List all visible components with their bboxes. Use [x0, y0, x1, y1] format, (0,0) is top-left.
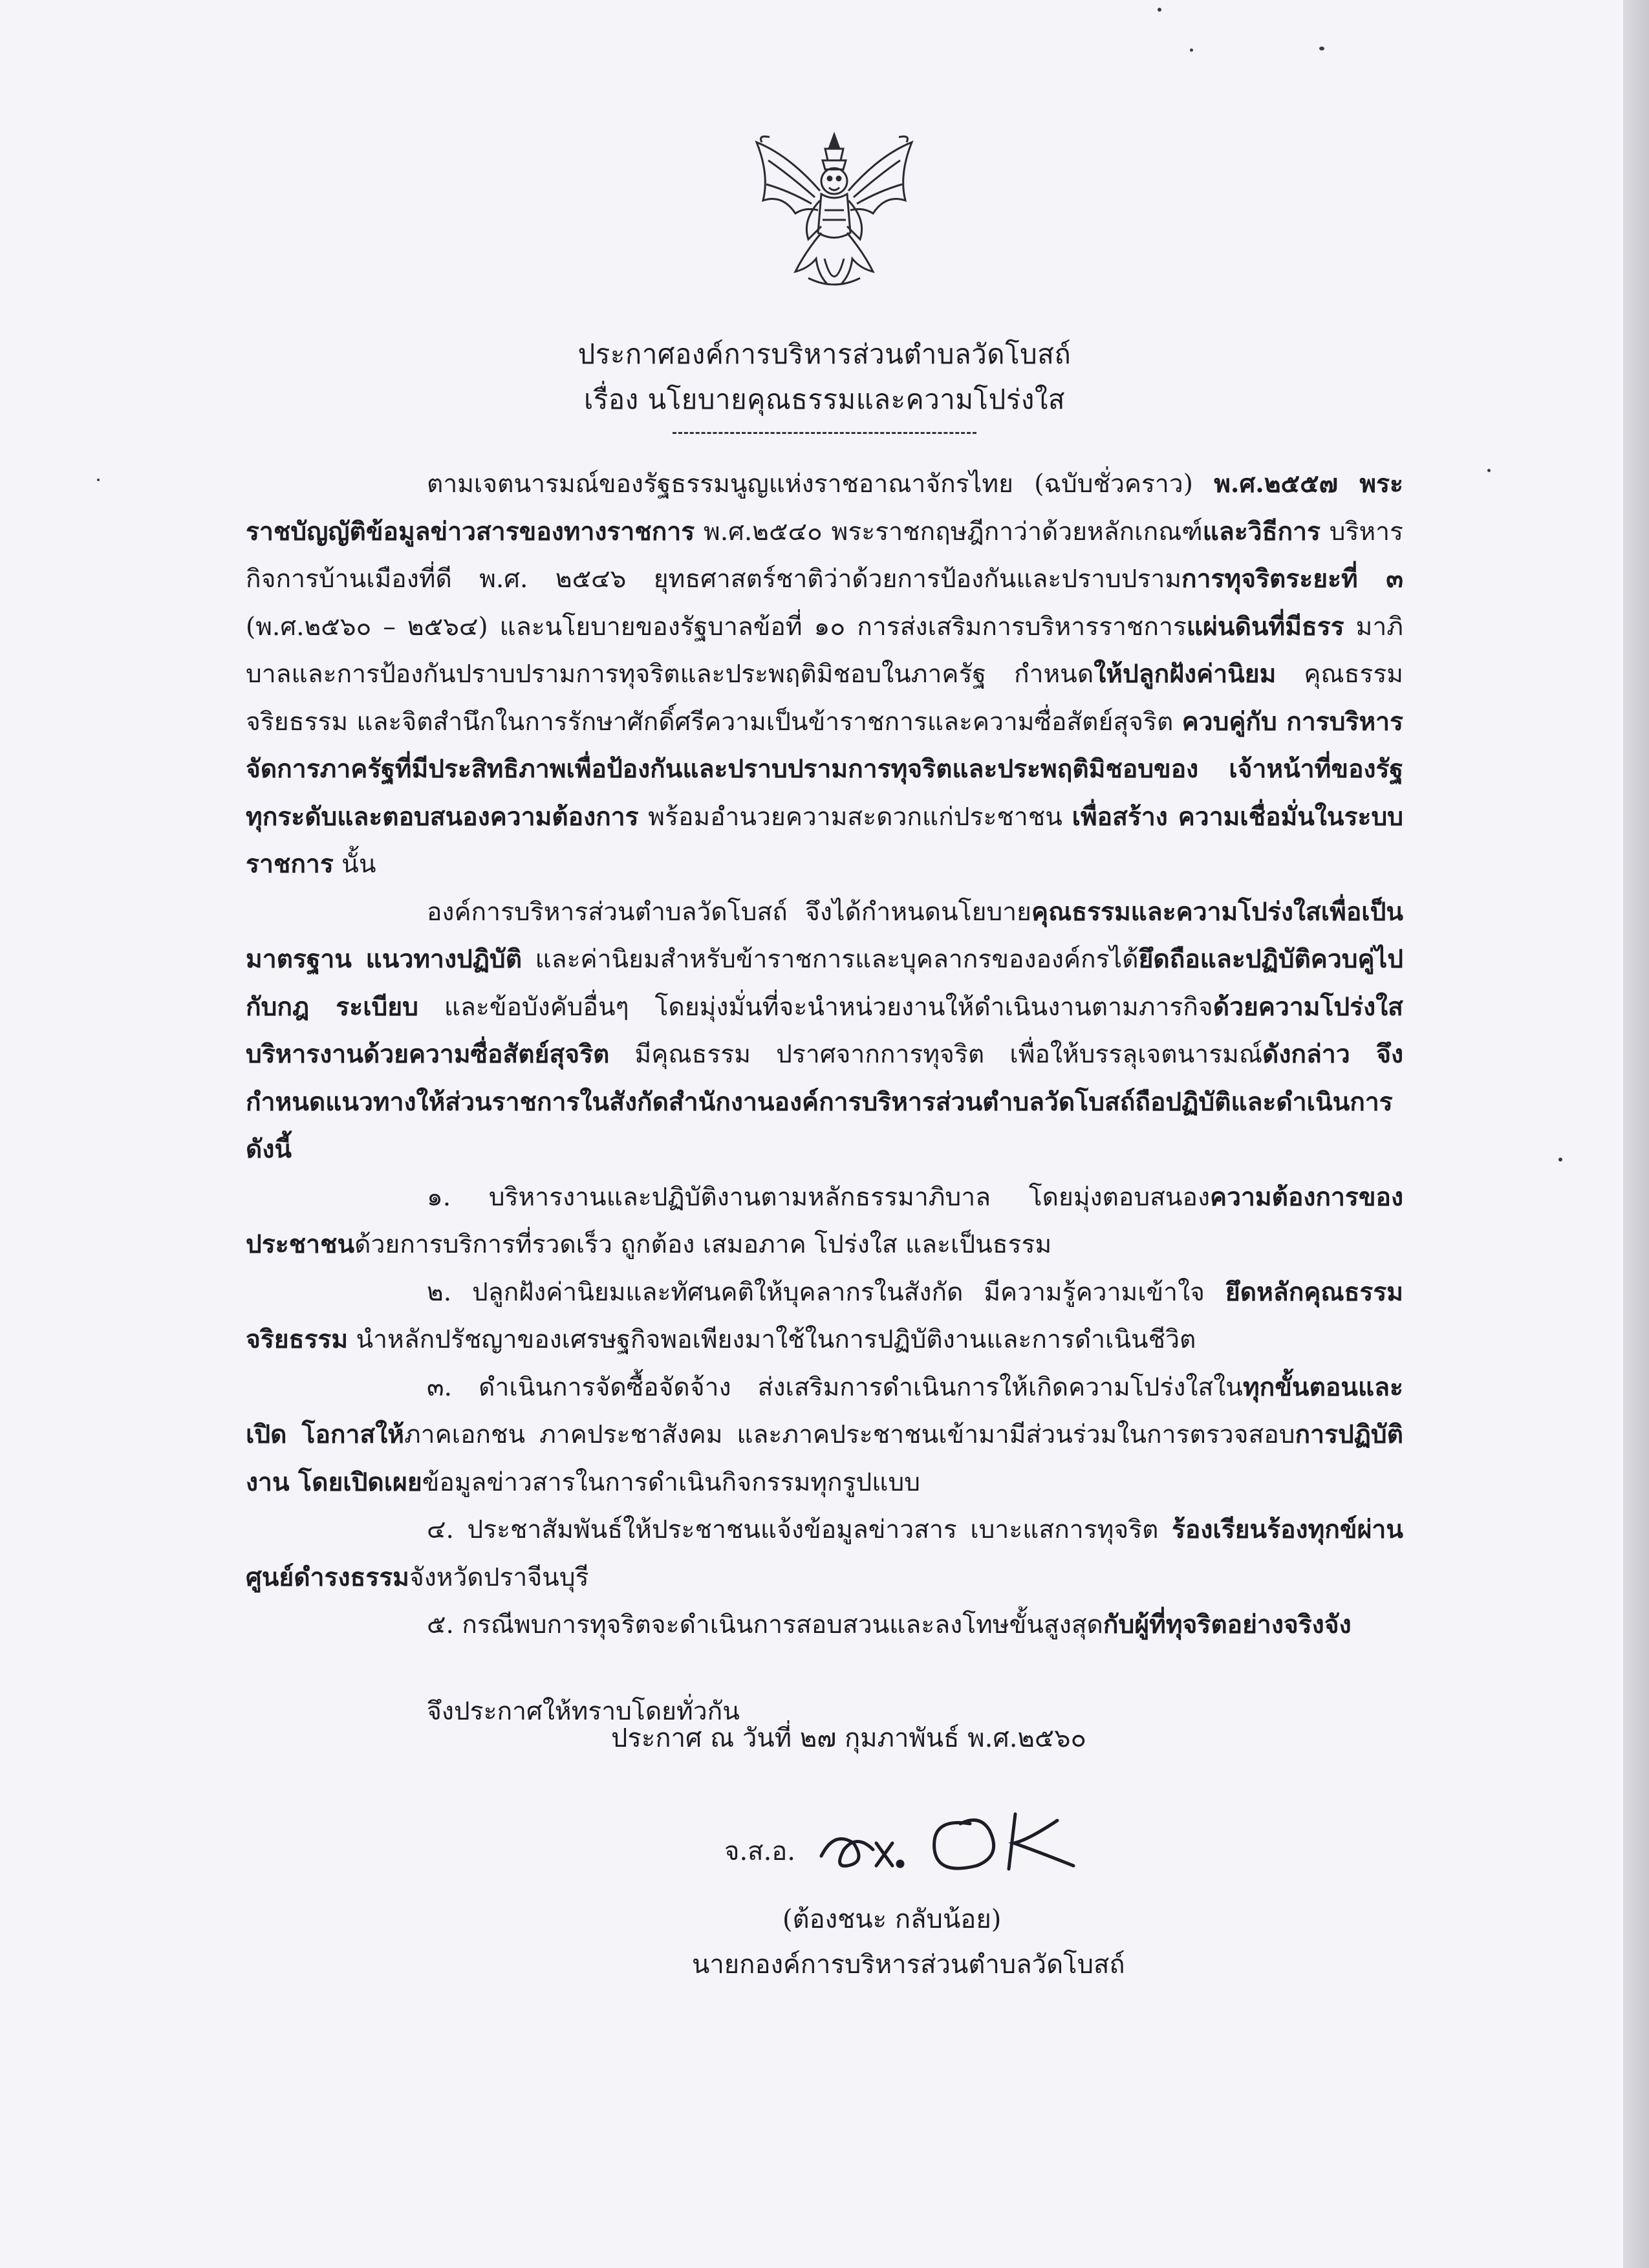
text-run: ๒. ปลูกฝังค่านิยมและทัศนคติให้บุคลากรในสังกัด มีความรู้ความเข้าใจ: [427, 1277, 1225, 1307]
bold-text-run: การปฏิบัติงาน โดยเปิดเผย: [246, 1420, 1403, 1497]
text-run: ด้วยการบริการที่รวดเร็ว ถูกต้อง เสมอภาค โปร่งใส และเป็นธรรม: [354, 1230, 1052, 1259]
text-run: ๔. ประชาสัมพันธ์ให้ประชาชนแจ้งข้อมูลข่าวสาร เบาะแสการทุจริต: [427, 1515, 1172, 1544]
garuda-emblem-icon: [744, 129, 925, 301]
text-run: นั้น: [333, 850, 376, 879]
scan-speck: [1319, 47, 1324, 50]
text-run: (พ.ศ.๒๕๖๐ – ๒๕๖๔) และนโยบายของรัฐบาลข้อที่ ๑๐ การส่งเสริมการบริหารราชการ: [246, 612, 1187, 642]
text-run: พร้อมอำนวยความสะดวกแก่ประชาชน: [638, 802, 1072, 832]
text-run: ๕. กรณีพบการทุจริตจะดำเนินการสอบสวนและลงโทษขั้นสูงสุด: [427, 1610, 1103, 1639]
text-run: ภาคเอกชน ภาคประชาสังคม และภาคประชาชนเข้ามามีส่วนร่วมในการตรวจสอบ: [404, 1420, 1295, 1449]
policy-item-1: [246, 1174, 1403, 1269]
closing-statement: จึงประกาศให้ทราบโดยทั่วกัน: [427, 1696, 740, 1726]
bold-text-run: พ.ศ.๒๕๕๗ พระราชบัญญัติข้อมูลข่าวสารของทางราชการ: [246, 469, 1403, 546]
scan-speck: [1558, 1158, 1562, 1161]
text-run: นำหลักปรัชญาของเศรษฐกิจพอเพียงมาใช้ในการปฏิบัติงานและการดำเนินชีวิต: [348, 1325, 1196, 1354]
signer-rank: จ.ส.อ.: [724, 1837, 796, 1866]
text-run: พ.ศ.๒๕๔๐ พระราชกฤษฎีกาว่าด้วยหลักเกณฑ์: [695, 517, 1203, 546]
text-run: ข้อมูลข่าวสารในการดำเนินกิจกรรมทุกรูปแบบ: [422, 1467, 920, 1497]
policy-item-3: [246, 1364, 1403, 1507]
scan-speck: [1487, 469, 1491, 472]
text-run: องค์การบริหารส่วนตำบลวัดโบสถ์ จึงได้กำหนดนโยบาย: [427, 897, 1031, 927]
announcement-title: ประกาศองค์การบริหารส่วนตำบลวัดโบสถ์: [577, 338, 1072, 370]
bold-text-run: ให้ปลูกฝังค่านิยม: [1094, 659, 1277, 689]
bold-text-run: ด้วยความโปร่งใส บริหารงานด้วยความซื่อสัตย์สุจริต: [246, 991, 1403, 1069]
handwritten-signature: [808, 1804, 1099, 1882]
paragraph-2: [246, 889, 1403, 1174]
bold-text-run: และวิธีการ: [1202, 516, 1320, 546]
text-run: และค่านิยมสำหรับข้าราชการและบุคลากรขององค์กรได้: [522, 945, 1139, 974]
bold-text-run: คุณธรรมและความโปร่งใสเพื่อเป็น มาตรฐาน แนวทางปฏิบัติ: [246, 896, 1403, 974]
text-run: ๑. บริหารงานและปฏิบัติงานตามหลักธรรมาภิบาล โดยมุ่งตอบสนอง: [427, 1182, 1211, 1212]
text-run: ตามเจตนารมณ์ของรัฐธรรมนูญแห่งราชอาณาจักรไทย (ฉบับชั่วคราว): [427, 470, 1214, 499]
bold-text-run: ดังกล่าว จึง กำหนดแนวทางให้ส่วนราชการในสังกัดสำนักงานองค์การบริหารส่วนตำบลวัดโบสถ์ถือปฏิบัติและดำเนินการ ดังนี้: [246, 1039, 1403, 1164]
text-run: ๓. ดำเนินการจัดซื้อจัดจ้าง ส่งเสริมการดำเนินการให้เกิดความโปร่งใสใน: [427, 1372, 1243, 1402]
text-run: คุณธรรม จริยธรรม และจิตสำนึกในการรักษาศักดิ์ศรีความเป็นข้าราชการและความซื่อสัตย์สุจริต: [246, 660, 1403, 737]
bold-text-run: ทุกขั้นตอนและเปิด โอกาสให้: [246, 1372, 1403, 1449]
bold-text-run: แผ่นดินที่มีธรร: [1186, 611, 1344, 642]
bold-text-run: การทุจริตระยะที่ ๓: [1181, 564, 1403, 594]
announcement-subject: เรื่อง นโยบายคุณธรรมและความโปร่งใส: [584, 383, 1065, 415]
scan-speck: [97, 479, 100, 481]
scan-speck: [1158, 8, 1161, 12]
bold-text-run: ยึดถือและปฏิบัติควบคู่ไป กับกฎ ระเบียบ: [246, 944, 1403, 1022]
announcement-date: ประกาศ ณ วันที่ ๒๗ กุมภาพันธ์ พ.ศ.๒๕๖๐: [611, 1723, 1086, 1753]
bold-text-run: ร้องเรียนร้องทุกข์ผ่าน ศูนย์ดำรงธรรม: [246, 1515, 1403, 1592]
bold-text-run: เพื่อสร้าง ความเชื่อมั่นในระบบราชการ: [246, 801, 1403, 879]
signer-name: (ต้องชนะ กลับน้อย): [782, 1905, 1002, 1934]
bold-text-run: กับผู้ที่ทุจริตอย่างจริงจัง: [1103, 1610, 1352, 1639]
scan-speck: [1190, 49, 1193, 52]
policy-item-4: [246, 1506, 1403, 1601]
policy-item-5: [246, 1601, 1403, 1649]
bold-text-run: ความต้องการของ ประชาชน: [246, 1182, 1403, 1259]
text-run: มาภิบาลและการป้องกันปราบปรามการทุจริตและประพฤติมิชอบในภาครัฐ กำหนด: [246, 612, 1403, 689]
bold-text-run: ควบคู่กับ การบริหารจัดการภาครัฐที่มีประสิทธิภาพเพื่อป้องกันและปราบปรามการทุจริตและประพฤติมิชอบของ เจ้าหน้าที่ของรัฐทุกระดับและตอบสนองความต้องการ: [246, 706, 1403, 832]
text-run: จังหวัดปราจีนบุรี: [409, 1562, 589, 1592]
title-divider: [673, 432, 976, 434]
signer-title: นายกองค์การบริหารส่วนตำบลวัดโบสถ์: [692, 1950, 1125, 1980]
policy-item-2: [246, 1269, 1403, 1364]
text-run: มีคุณธรรม ปราศจากการทุจริต เพื่อให้บรรลุเจตนารมณ์: [609, 1040, 1263, 1069]
announcement-body: [246, 460, 1403, 1735]
scan-edge: [1623, 0, 1649, 2268]
paragraph-1: [246, 460, 1403, 889]
bold-text-run: ยึดหลักคุณธรรม จริยธรรม: [246, 1277, 1403, 1354]
text-run: และข้อบังคับอื่นๆ โดยมุ่งมั่นที่จะนำหน่วยงานให้ดำเนินงานตามภารกิจ: [418, 992, 1213, 1022]
text-run: บริหารกิจการบ้านเมืองที่ดี พ.ศ. ๒๕๔๖ ยุทธศาสตร์ชาติว่าด้วยการป้องกันและปราบปราม: [246, 517, 1403, 594]
